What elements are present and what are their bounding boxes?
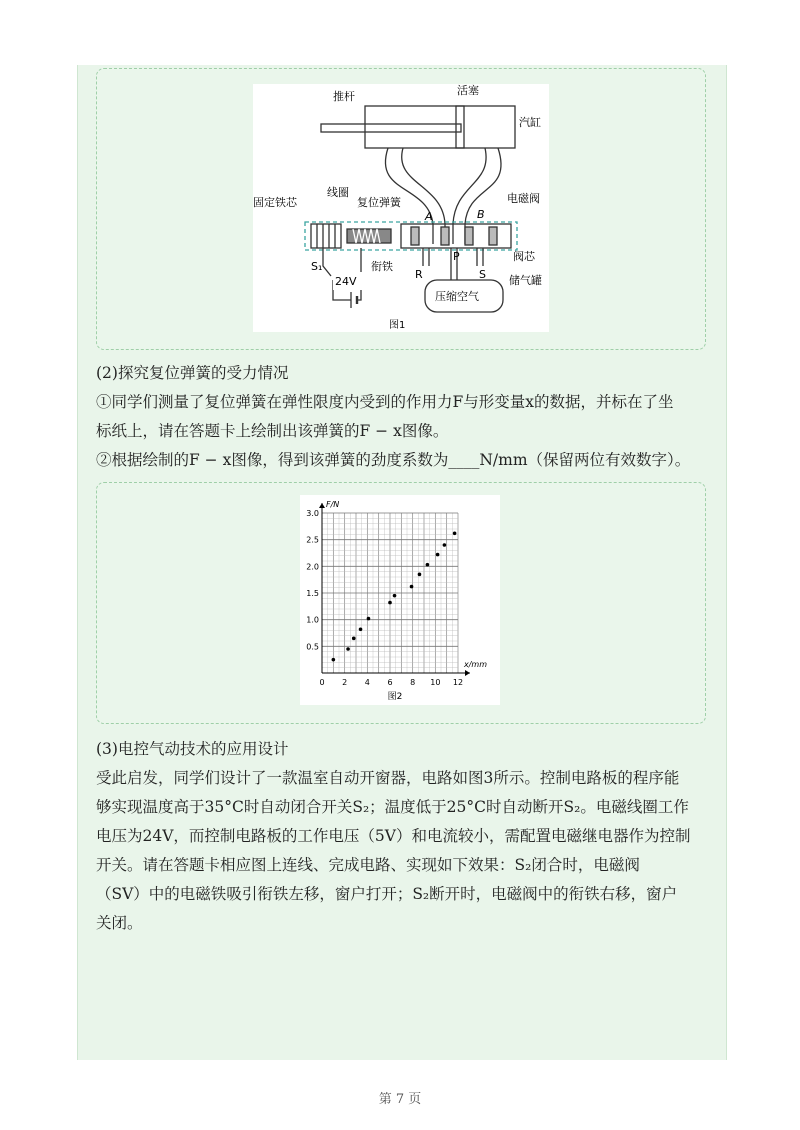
- label-solenoid-valve: 电磁阀: [507, 192, 540, 205]
- y-axis-arrow: [319, 503, 325, 508]
- data-point: [352, 637, 356, 641]
- label-port-a: A: [425, 210, 433, 223]
- page-number: 第 7 页: [378, 1092, 422, 1107]
- data-point: [388, 601, 392, 605]
- figure1-caption: 图1: [389, 320, 406, 331]
- section3-line-2: 够实现温度高于35°C时自动闭合开关S₂；温度低于25°C时自动断开S₂。电磁线圈工作: [96, 798, 689, 816]
- section3-line-1: 受此启发，同学们设计了一款温室自动开窗器，电路如图3所示。控制电路板的程序能: [96, 769, 680, 787]
- label-armature: 衔铁: [371, 260, 393, 273]
- label-port-s: S: [479, 268, 486, 281]
- x-tick-label: 10: [430, 678, 441, 687]
- hose-left-inner: [402, 148, 445, 244]
- label-coil: 线圈: [327, 186, 349, 199]
- x-axis-arrow: [465, 670, 470, 676]
- y-tick-label: 2.0: [306, 562, 319, 572]
- switch-s1: [323, 248, 331, 276]
- label-s1: S₁: [311, 260, 323, 273]
- x-axis-label: x/mm: [464, 660, 488, 669]
- section3-line-5: （SV）中的电磁铁吸引衔铁左移，窗户打开；S₂断开时，电磁阀中的衔铁右移，窗户: [96, 885, 678, 903]
- label-compressed-air: 压缩空气: [435, 290, 479, 303]
- figure2: [300, 495, 500, 705]
- x-tick-label: 8: [410, 678, 416, 687]
- data-point: [426, 563, 430, 567]
- section2-item1-line1: ①同学们测量了复位弹簧在弹性限度内受到的作用力F与形变量x的数据，并标在了坐: [96, 393, 674, 411]
- figure2-caption: 图2: [387, 692, 403, 702]
- x-tick-label: 0: [319, 678, 325, 687]
- y-tick-label: 0.5: [306, 642, 319, 652]
- section2-item1-line2: 标纸上，请在答题卡上绘制出该弹簧的F − x图像。: [96, 422, 449, 440]
- fixed-core-shape: [311, 224, 341, 248]
- label-port-r: R: [415, 268, 423, 281]
- data-point: [359, 627, 363, 631]
- label-port-b: B: [477, 208, 485, 221]
- label-valve-core: 阀芯: [513, 250, 535, 263]
- section3-line-3: 电压为24V，而控制电路板的工作电压（5V）和电流较小，需配置电磁继电器作为控制: [96, 827, 691, 845]
- data-point: [410, 585, 414, 589]
- pneumatic-diagram: [253, 84, 549, 332]
- x-tick-label: 2: [342, 678, 348, 687]
- section3-heading: (3)电控气动技术的应用设计: [96, 740, 289, 758]
- y-tick-label: 3.0: [306, 509, 319, 518]
- data-point: [418, 573, 422, 577]
- data-point: [393, 594, 397, 598]
- label-fixed-core: 固定铁芯: [253, 196, 297, 209]
- label-piston: 活塞: [457, 84, 479, 97]
- label-gas-tank: 储气罐: [509, 274, 542, 287]
- data-point: [443, 543, 447, 547]
- label-push-rod: 推杆: [333, 90, 355, 103]
- section2-heading: (2)探究复位弹簧的受力情况: [96, 364, 289, 382]
- push-rod-shape: [321, 124, 461, 132]
- section3-line-4: 开关。请在答题卡相应图上连线、完成电路、实现如下效果：S₂闭合时，电磁阀: [96, 856, 640, 874]
- label-voltage: 24V: [335, 275, 357, 288]
- f-x-chart: [300, 495, 500, 705]
- x-tick-label: 4: [364, 678, 370, 687]
- figure1: [253, 84, 549, 332]
- x-tick-label: 6: [387, 678, 393, 687]
- section2-item2: ②根据绘制的F − x图像，得到该弹簧的劲度系数为____N/mm（保留两位有效数字）。: [96, 451, 691, 469]
- data-point: [453, 531, 457, 535]
- data-point: [436, 553, 440, 557]
- x-tick-label: 12: [452, 678, 464, 687]
- data-point: [346, 647, 350, 651]
- cylinder-shape: [365, 106, 515, 148]
- data-point: [367, 617, 371, 621]
- y-axis-label: F/N: [326, 500, 340, 509]
- label-reset-spring: 复位弹簧: [357, 196, 401, 209]
- label-port-p: P: [453, 250, 460, 263]
- y-tick-label: 2.5: [306, 535, 319, 545]
- piston-shape: [456, 106, 464, 148]
- y-tick-label: 1.0: [306, 615, 319, 625]
- y-tick-label: 1.5: [306, 589, 319, 598]
- section3-line-6: 关闭。: [96, 914, 143, 932]
- data-point: [332, 658, 336, 662]
- label-cylinder: 汽缸: [519, 116, 541, 129]
